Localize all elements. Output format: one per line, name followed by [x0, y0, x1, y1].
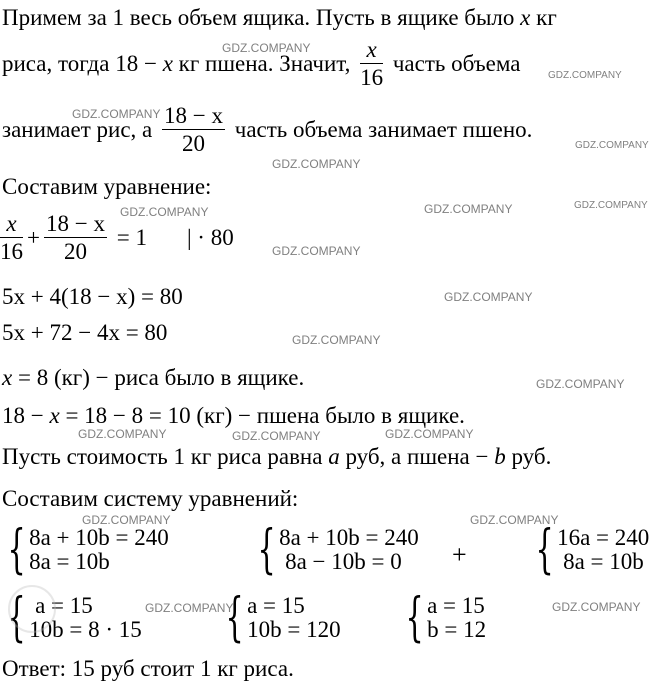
system-6-eq-1: a = 15 [427, 592, 485, 618]
fraction-x-16 [0, 212, 23, 263]
brace-icon: { [7, 588, 26, 648]
system-5-eq-1: a = 15 [247, 592, 305, 618]
result-rice-text: = 8 (кг) − риса было в ящике. [12, 365, 305, 390]
line-3-tail: часть объема занимает пшено. [229, 117, 533, 142]
var-a: a [328, 444, 340, 469]
price-text: Пусть стоимость 1 кг риса равна [2, 444, 329, 469]
fraction-denominator: 20 [63, 239, 87, 264]
line-1-text: Примем за 1 весь объем ящика. Пусть в ящике было [2, 5, 521, 30]
brace-icon: { [405, 588, 424, 648]
fraction-numerator: 18 − x [164, 103, 223, 128]
system-6 [398, 588, 487, 648]
system-1-eq-1: 8a + 10b = 240 [29, 524, 169, 550]
watermark: GDZ.COMPANY [385, 427, 474, 441]
watermark: GDZ.COMPANY [78, 427, 167, 441]
system-4-eq-1: a = 15 [35, 592, 93, 618]
stamp-icon [8, 585, 56, 633]
watermark: GDZ.COMPANY [470, 513, 559, 527]
equation-step-2: 5x + 72 − 4x = 80 [2, 320, 168, 345]
line-2-mid: кг пшена. Значит, [172, 51, 357, 76]
var-x: x [520, 5, 531, 30]
result-millet-text: = 18 − 8 = 10 (кг) − пшена было в ящике. [59, 403, 465, 428]
fraction-x-16 [360, 38, 383, 89]
fraction-denominator: 16 [0, 239, 23, 264]
watermark: GDZ.COMPANY [536, 377, 625, 391]
fraction-18-x-20 [162, 104, 225, 155]
var-x: x [49, 403, 60, 428]
fraction-numerator: 18 − x [45, 211, 105, 236]
result-millet-head: 18 − [2, 403, 50, 428]
equals-one: = 1 [110, 225, 147, 250]
system-4-eq-2: 10b = 8 · 15 [29, 617, 142, 642]
fraction-numerator: x [0, 212, 23, 238]
watermark: GDZ.COMPANY [120, 205, 209, 219]
multiply-by-80: | · 80 [186, 225, 234, 250]
watermark: GDZ.COMPANY [272, 157, 361, 171]
system-plus-sign: + [452, 540, 467, 569]
watermark: GDZ.COMPANY [72, 107, 161, 121]
price-mid: руб, а пшена − [339, 444, 495, 469]
watermark: GDZ.COMPANY [424, 202, 513, 216]
line-1-tail: кг [530, 5, 557, 30]
fraction-18-x-20 [44, 212, 107, 263]
watermark: GDZ.COMPANY [575, 140, 649, 151]
price-assumption [2, 445, 551, 468]
result-millet [2, 404, 465, 427]
watermark: GDZ.COMPANY [145, 601, 234, 615]
system-2-eq-1: 8a + 10b = 240 [279, 524, 419, 550]
system-1-eq-2: 8a = 10b [29, 549, 110, 574]
fraction-numerator: x [360, 38, 383, 64]
system-2-eq-2: 8a − 10b = 0 [285, 549, 402, 574]
line-3-text: занимает рис, а [2, 117, 159, 142]
system-5-eq-2: 10b = 120 [247, 617, 341, 642]
brace-icon: { [225, 588, 244, 648]
watermark: GDZ.COMPANY [272, 244, 361, 258]
system-3-eq-1: 16a = 240 [557, 524, 650, 550]
line-2-text: риса, тогда 18 − [2, 51, 163, 76]
watermark: GDZ.COMPANY [552, 600, 641, 614]
equation-step-1: 5x + 4(18 − x) = 80 [2, 284, 183, 309]
brace-icon: { [535, 520, 554, 580]
watermark: GDZ.COMPANY [232, 429, 321, 443]
system-3-eq-2: 8a = 10b [563, 549, 644, 574]
brace-icon: { [257, 520, 276, 580]
watermark: GDZ.COMPANY [292, 333, 381, 347]
system-6-eq-2: b = 12 [427, 617, 487, 642]
watermark: GDZ.COMPANY [222, 41, 311, 55]
system-2 [250, 520, 419, 580]
line-2-tail: часть объема [387, 51, 521, 76]
text-line-1 [2, 6, 557, 29]
text-line-4 [2, 175, 211, 198]
var-x: x [162, 51, 173, 76]
system-1 [0, 520, 169, 580]
system-3 [528, 520, 650, 580]
answer-line: Ответ: 15 руб стоит 1 кг риса. [2, 656, 294, 681]
var-x: x [2, 365, 13, 390]
brace-icon: { [7, 520, 26, 580]
fraction-denominator: 20 [182, 131, 205, 156]
compose-equation-heading: Составим уравнение: [2, 174, 212, 199]
result-rice [2, 366, 304, 389]
plus-sign: + [27, 225, 40, 250]
watermark: GDZ.COMPANY [444, 290, 533, 304]
price-tail: руб. [505, 444, 552, 469]
watermark: GDZ.COMPANY [574, 200, 648, 211]
var-b: b [494, 444, 506, 469]
equation-line [0, 212, 234, 263]
watermark: GDZ.COMPANY [548, 70, 622, 81]
fraction-denominator: 16 [360, 65, 384, 90]
compose-system-heading: Составим систему уравнений: [2, 486, 299, 511]
watermark: GDZ.COMPANY [82, 513, 171, 527]
system-5 [218, 588, 341, 648]
